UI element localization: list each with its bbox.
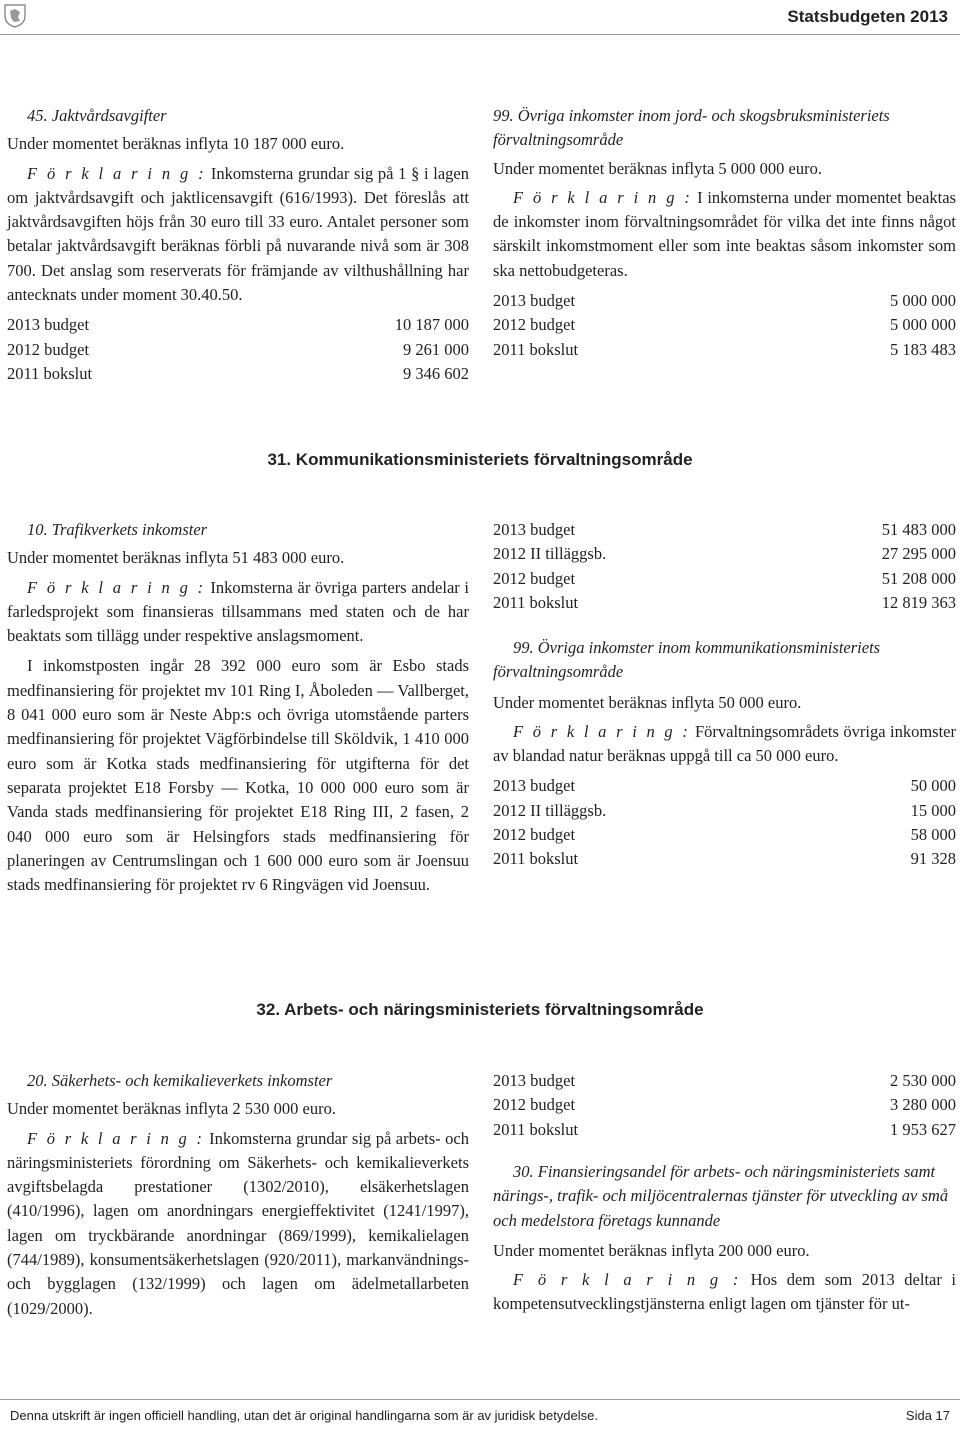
explanation-text: Hos dem som 2013 deltar i kompetensutvecklingstjänsterna enligt lagen om tjänster för ut- [493,1270,956,1314]
section-99-kommunikation [493,636,956,872]
section-30 [493,1160,956,1323]
section-explanation [493,186,956,283]
row-label: 2013 budget [7,315,90,335]
row-value: 50 000 [910,776,956,796]
row-label: 2013 budget [493,291,576,311]
row-value: 58 000 [910,825,956,845]
explanation-label: F ö r k l a r i n g : [27,577,206,597]
table-row [7,313,469,337]
table-row [493,567,956,591]
explanation-text: Inkomsterna är övriga parters andelar i farledsprojekt som finansieras tillsammans med staten och de har beaktats som tillägg under respektive anslagsmoment. [7,577,469,646]
row-value: 1 953 627 [890,1119,956,1139]
explanation-label: F ö r k l a r i n g : [27,1128,205,1148]
row-label: 2012 budget [493,568,576,588]
budget-table [493,518,956,615]
section-45 [7,104,469,386]
footer-divider [0,1399,960,1400]
section-intro: Under momentet beräknas inflyta 51 483 000 euro. [7,548,345,568]
section-intro: Under momentet beräknas inflyta 200 000 euro. [493,1240,810,1260]
budget-table [493,774,956,871]
row-label: 2011 bokslut [493,592,579,612]
table-row [493,591,956,615]
section-heading-32: 32. Arbets- och näringsministeriets förvaltningsområde [256,1000,704,1019]
coat-of-arms-icon [4,4,26,28]
row-label: 2012 budget [7,339,90,359]
section-intro: Under momentet beräknas inflyta 2 530 000 euro. [7,1099,336,1119]
row-label: 2013 budget [493,776,576,796]
row-label: 2012 II tilläggsb. [493,544,607,564]
row-value: 9 346 602 [403,363,469,383]
section-explanation [7,162,469,308]
document-title: Statsbudgeten 2013 [787,7,948,26]
section-20-table [493,1069,956,1142]
section-title: 10. Trafikverkets inkomster [27,520,208,539]
table-row [493,799,956,823]
table-row [493,518,956,542]
budget-table [7,313,469,386]
row-value: 5 000 000 [890,291,956,311]
explanation-label: F ö r k l a r i n g : [513,721,691,741]
explanation-text: Inkomsterna grundar sig på arbets- och näringsministeriets förordning om Säkerhets- och kemikalieverkets avgiftsbelagda prestationer (1302/2010), elsäkerhetslagen (410/1996), lagen om anordningars energieffektivitet (1241/1997), lagen om tryckbärande anordningar (869/1999), kemikalielagen (744/1989), konsumentsäkerhetslagen (920/2011), markanvändnings- och bygglagen (132/1999) och lagen om ädelmetallarbeten (1029/2000). [7,1128,470,1318]
explanation-text: Inkomsterna grundar sig på 1 § i lagen om jaktvårdsavgift och jaktlicensavgift (616/1993). Det föreslås att jaktvårdsavgiften höjs från 30 euro till 33 euro. Antalet personer som betalar jaktvårdsavgift beräknas förbli på nuvarande nivå som är 308 700. Det anslag som reserverats för främjande av vilthushållning har antecknats under moment 30.40.50. [7,163,469,305]
section-heading-31: 31. Kommunikationsministeriets förvaltningsområde [267,450,693,469]
section-title: 99. Övriga inkomster inom kommunikationsministeriets förvaltningsområde [493,638,881,682]
row-label: 2011 bokslut [7,363,93,383]
table-row [493,313,956,337]
row-label: 2011 bokslut [493,849,579,869]
row-value: 5 000 000 [890,315,956,335]
row-value: 10 187 000 [394,315,469,335]
table-row [493,847,956,871]
section-title: 45. Jaktvårdsavgifter [27,106,167,125]
row-value: 5 183 483 [890,339,956,359]
section-explanation [7,576,469,649]
row-value: 3 280 000 [890,1095,956,1115]
table-row [493,1093,956,1117]
table-row [7,338,469,362]
section-10-table [493,518,956,615]
section-title: 99. Övriga inkomster inom jord- och skogsbruksministeriets förvaltningsområde [493,106,890,150]
row-label: 2012 budget [493,1095,576,1115]
row-label: 2011 bokslut [493,339,579,359]
section-intro: Under momentet beräknas inflyta 10 187 000 euro. [7,134,345,154]
budget-table [493,289,956,362]
footer-disclaimer: Denna utskrift är ingen officiell handling, utan det är original handlingarna som är av juridisk betydelse. [10,1408,598,1423]
section-intro: Under momentet beräknas inflyta 5 000 000 euro. [493,158,822,178]
table-row [493,338,956,362]
row-label: 2013 budget [493,1071,576,1090]
explanation-label: F ö r k l a r i n g : [513,187,693,207]
row-value: 91 328 [910,849,956,869]
section-explanation [493,720,956,769]
table-row [493,774,956,798]
section-explanation [7,1127,469,1321]
row-value: 51 483 000 [881,520,956,539]
row-label: 2012 budget [493,825,576,845]
section-20 [7,1069,469,1327]
section-title: 20. Säkerhets- och kemikalieverkets inkomster [27,1071,333,1090]
explanation-text: Förvaltningsområdets övriga inkomster av blandad natur beräknas uppgå till ca 50 000 euro. [493,721,957,766]
table-row [493,823,956,847]
row-value: 15 000 [910,800,956,820]
explanation-label: F ö r k l a r i n g : [513,1270,742,1290]
budget-table [493,1069,956,1142]
table-row [493,542,956,566]
table-row [493,289,956,313]
page-header [0,0,960,35]
table-row [493,1069,956,1093]
row-value: 9 261 000 [403,339,469,359]
table-row [493,1118,956,1142]
section-10 [7,518,469,903]
section-title: 30. Finansieringsandel för arbets- och näringsministeriets samt närings-, trafik- och miljöcentralernas tjänster för utveckling av små och medelstora företags kunnande [493,1162,949,1230]
section-intro: Under momentet beräknas inflyta 50 000 euro. [493,692,802,712]
page-number: Sida 17 [905,1408,950,1423]
row-value: 2 530 000 [890,1071,956,1090]
row-value: 51 208 000 [881,568,956,588]
row-label: 2011 bokslut [493,1119,579,1139]
table-row [7,362,469,386]
section-paragraph: I inkomstposten ingår 28 392 000 euro som är Esbo stads medfinansiering för projektet mv 101 Ring I, Åboleden — Vallberget, 8 041 000 euro som är Neste Abp:s och övriga utomstående parters medfinansiering för projektet Vägförbindelse till Sköldvik, 1 410 000 euro som är Kotka stads medfinansiering för utgifterna för det separata projektet E18 Forsby — Kotka, 10 000 000 euro som är Vanda stads medfinansiering för projektet E18 Ring III, 2 fasen, 2 040 000 euro som är Helsingfors stads medfinansiering för planeringen av Centrumslingan och 1 600 000 euro som är Joensuu stads medfinansiering för projektet rv 6 Ringvägen vid Joensuu. [7,656,469,895]
row-label: 2013 budget [493,520,576,539]
row-label: 2012 II tilläggsb. [493,800,607,820]
row-label: 2012 budget [493,315,576,335]
section-99-jord [493,104,956,362]
row-value: 12 819 363 [881,592,956,612]
explanation-label: F ö r k l a r i n g : [27,163,207,183]
explanation-text: I inkomsterna under momentet beaktas de inkomster inom förvaltningsområdet för vilka det inte finns något särskilt inkomstmoment eller som inte beaktas såsom inkomster som ska nettobudgeteras. [493,187,956,280]
row-value: 27 295 000 [881,544,956,564]
section-explanation [493,1268,956,1317]
